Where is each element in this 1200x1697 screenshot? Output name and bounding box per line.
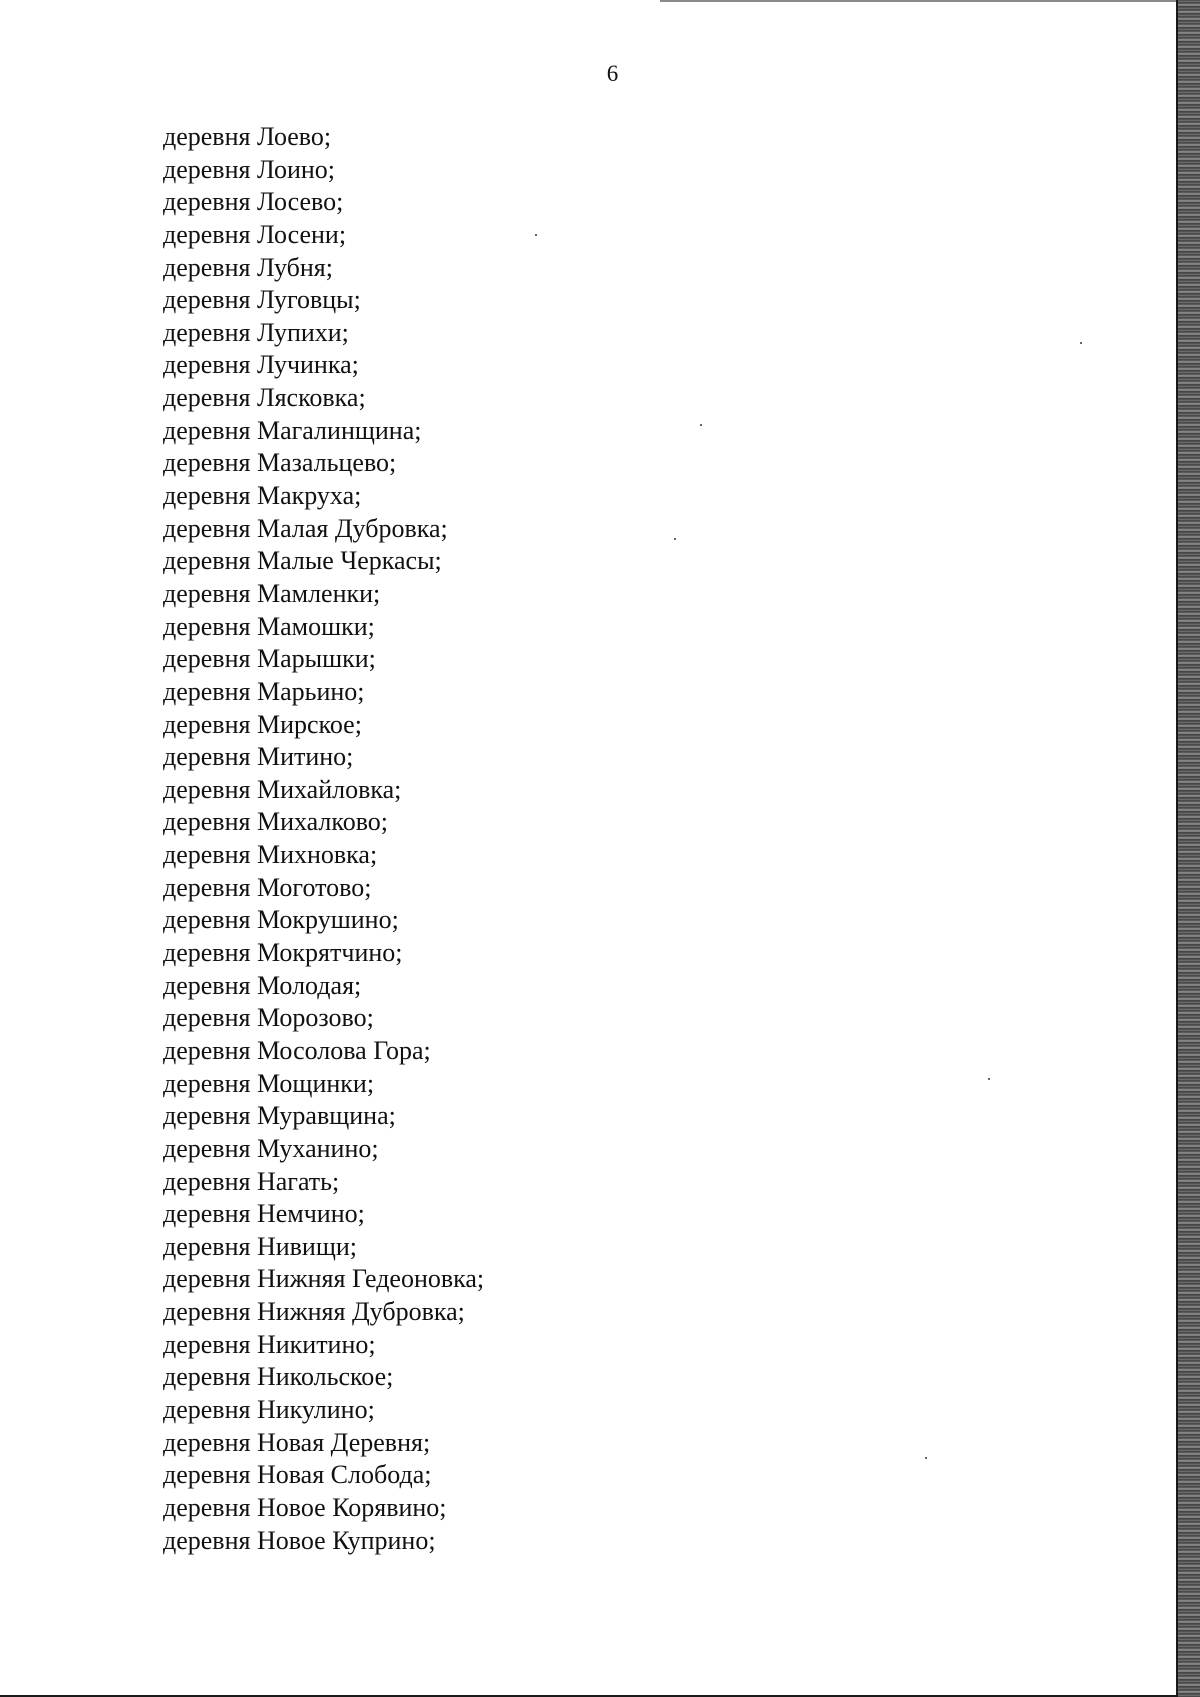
list-item: деревня Лосени; — [163, 219, 347, 249]
village-list — [163, 121, 484, 1557]
list-item: деревня Новая Слобода; — [163, 1460, 432, 1490]
list-item: деревня Лупихи; — [163, 317, 349, 347]
list-item: деревня Мирское; — [163, 709, 362, 739]
scan-speck — [700, 424, 702, 426]
list-item: деревня Михалково; — [163, 807, 389, 837]
list-item: деревня Малые Черкасы; — [163, 546, 442, 576]
list-item: деревня Новое Корявино; — [163, 1492, 447, 1522]
scan-top-edge — [660, 0, 1178, 2]
list-item: деревня Моготово; — [163, 872, 372, 902]
list-item: деревня Никольское; — [163, 1362, 394, 1392]
list-item: деревня Лосево; — [163, 187, 344, 217]
list-item: деревня Лясковка; — [163, 383, 366, 413]
list-item: деревня Луговцы; — [163, 285, 361, 315]
list-item: деревня Нагать; — [163, 1166, 340, 1196]
list-item: деревня Никитино; — [163, 1329, 376, 1359]
list-item: деревня Лубня; — [163, 252, 333, 282]
list-item: деревня Марышки; — [163, 644, 376, 674]
page-number: 6 — [606, 61, 619, 86]
list-item: деревня Никулино; — [163, 1394, 375, 1424]
list-item: деревня Малая Дубровка; — [163, 513, 448, 543]
list-item: деревня Мамошки; — [163, 611, 375, 641]
list-item: деревня Михайловка; — [163, 774, 402, 804]
scan-right-edge — [1176, 0, 1200, 1697]
list-item: деревня Лоево; — [163, 122, 332, 151]
list-item: деревня Нижняя Гедеоновка; — [163, 1264, 485, 1294]
scan-speck — [674, 538, 676, 540]
list-item: деревня Лучинка; — [163, 350, 359, 380]
list-item: деревня Новое Куприно; — [163, 1525, 436, 1555]
list-item: деревня Муханино; — [163, 1133, 379, 1163]
list-item: деревня Нижняя Дубровка; — [163, 1297, 465, 1327]
scan-speck — [988, 1078, 990, 1080]
list-item: деревня Муравщина; — [163, 1101, 396, 1131]
list-item: деревня Мамленки; — [163, 578, 381, 608]
list-item: деревня Лоино; — [163, 154, 335, 184]
scan-speck — [535, 234, 537, 236]
list-item: деревня Макруха; — [163, 481, 362, 511]
list-item: деревня Нивищи; — [163, 1231, 357, 1261]
list-item: деревня Молодая; — [163, 970, 362, 1000]
list-item: деревня Мощинки; — [163, 1068, 375, 1098]
list-item: деревня Митино; — [163, 742, 354, 772]
list-item: деревня Мазальцево; — [163, 448, 397, 478]
scan-speck — [1080, 342, 1082, 344]
list-item: деревня Мокрушино; — [163, 905, 399, 935]
list-item: деревня Мокрятчино; — [163, 938, 403, 968]
list-item: деревня Марьино; — [163, 676, 365, 706]
scan-speck — [925, 1457, 927, 1459]
list-item: деревня Михновка; — [163, 840, 378, 870]
list-item: деревня Морозово; — [163, 1003, 374, 1033]
list-item: деревня Немчино; — [163, 1199, 365, 1229]
list-item: деревня Мосолова Гора; — [163, 1035, 431, 1065]
list-item: деревня Магалинщина; — [163, 415, 422, 445]
list-item: деревня Новая Деревня; — [163, 1427, 431, 1457]
